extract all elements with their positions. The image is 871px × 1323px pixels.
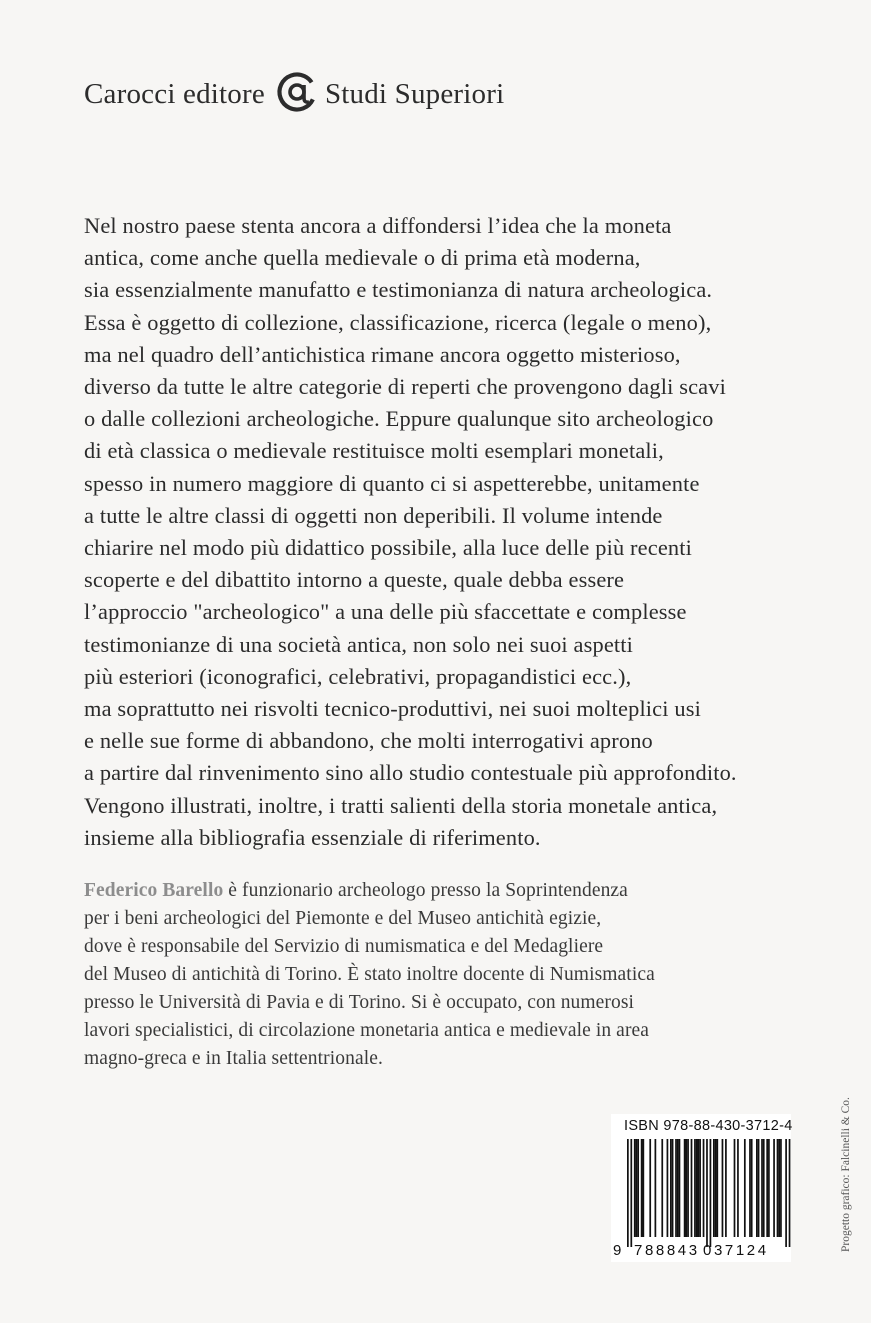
barcode-bar: [761, 1139, 763, 1237]
barcode-bar: [675, 1139, 677, 1237]
barcode-bar: [716, 1139, 718, 1237]
barcode-bar: [679, 1139, 681, 1237]
publisher-header: [84, 72, 504, 116]
barcode-right-digits: 037124: [703, 1242, 769, 1259]
barcode-bar: [725, 1139, 727, 1237]
author-bio-line: magno-greca e in Italia settentrionale.: [84, 1048, 383, 1069]
barcode-bar: [777, 1139, 779, 1237]
description-line: insieme alla bibliografia essenziale di riferimento.: [84, 824, 541, 850]
barcode-bar: [699, 1139, 701, 1237]
author-bio-first-line: [84, 877, 804, 905]
description-line: sia essenzialmente manufatto e testimonianza di natura archeologica.: [84, 277, 713, 303]
author-bio-line: presso le Università di Pavia e di Torino. Si è occupato, con numerosi: [84, 992, 635, 1013]
barcode-bar: [737, 1139, 739, 1237]
barcode-bar: [773, 1139, 775, 1237]
barcode-first-digit: 9: [613, 1242, 624, 1259]
barcode-bar: [637, 1139, 639, 1237]
description-line: o dalle collezioni archeologiche. Eppure qualunque sito archeologico: [84, 406, 714, 432]
barcode-bar: [778, 1139, 780, 1237]
author-bio-line: per i beni archeologici del Piemonte e del Museo antichità egizie,: [84, 908, 602, 929]
barcode-bar: [758, 1139, 760, 1237]
author-name: Federico Barello: [84, 880, 224, 901]
barcode-guard-bar: [710, 1139, 712, 1247]
barcode-bar: [751, 1139, 753, 1237]
barcode-bar: [684, 1139, 686, 1237]
barcode-left-digits: 788843: [634, 1242, 700, 1259]
barcode-bar: [685, 1139, 687, 1237]
design-credit: Progetto grafico: Falcinelli & Co.: [840, 1097, 852, 1252]
barcode-bar: [655, 1139, 657, 1237]
barcode-bar: [696, 1139, 698, 1237]
barcode-bar: [703, 1139, 705, 1237]
barcode-bar: [734, 1139, 736, 1237]
description-line: Vengono illustrati, inoltre, i tratti salienti della storia monetale antica,: [84, 792, 718, 818]
description-line: diverso da tutte le altre categorie di reperti che provengono dagli scavi: [84, 374, 726, 400]
barcode-bar: [634, 1139, 636, 1237]
barcode-bar: [722, 1139, 724, 1237]
description-line: Essa è oggetto di collezione, classificazione, ricerca (legale o meno),: [84, 309, 712, 335]
barcode: [611, 1137, 791, 1252]
description-line: antica, come anche quella medievale o di prima età moderna,: [84, 245, 641, 271]
author-bio-line: lavori specialistici, di circolazione monetaria antica e medievale in area: [84, 1020, 650, 1041]
series-name: Studi Superiori: [324, 77, 505, 110]
barcode-bar: [670, 1139, 672, 1237]
description-line: ma nel quadro dell’antichistica rimane ancora oggetto misterioso,: [84, 341, 681, 367]
barcode-bar: [768, 1139, 770, 1237]
description-line: l’approccio "archeologico" a una delle più sfaccettate e complesse: [84, 599, 687, 625]
description-line: spesso in numero maggiore di quanto ci si aspetterebbe, unitamente: [84, 470, 700, 496]
barcode-bar: [642, 1139, 644, 1237]
author-bio-line: dove è responsabile del Servizio di numismatica e del Medagliere: [84, 936, 604, 957]
barcode-guard-bar: [630, 1139, 632, 1247]
barcode-bar: [780, 1139, 782, 1237]
description-line: a tutte le altre classi di oggetti non deperibili. Il volume intende: [84, 502, 663, 528]
barcode-bar: [667, 1139, 669, 1237]
author-bio: [84, 877, 804, 1073]
barcode-bar: [636, 1139, 638, 1237]
barcode-bar: [641, 1139, 643, 1237]
description-line: testimonianze di una società antica, non solo nei suoi aspetti: [84, 631, 634, 657]
description-line: scoperte e del dibattito intorno a queste, quale debba essere: [84, 567, 625, 593]
book-description: [84, 210, 804, 854]
description-line: di età classica o medievale restituisce molti esemplari monetali,: [84, 438, 664, 464]
barcode-guard-bar: [785, 1139, 787, 1247]
barcode-bar: [698, 1139, 700, 1237]
barcode-bar: [763, 1139, 765, 1237]
author-bio-line-rest: è funzionario archeologo presso la Soprintendenza: [223, 880, 628, 901]
barcode-bar: [687, 1139, 689, 1237]
barcode-bar: [749, 1139, 751, 1237]
barcode-bar: [694, 1139, 696, 1237]
barcode-bar: [677, 1139, 679, 1237]
barcode-bar: [715, 1139, 717, 1237]
barcode-bar: [661, 1139, 663, 1237]
description-line: chiarire nel modo più didattico possibile, alla luce delle più recenti: [84, 535, 693, 561]
at-sign-logo-icon: [275, 70, 319, 114]
barcode-guard-bar: [706, 1139, 708, 1247]
publisher-name: Carocci editore: [84, 77, 265, 110]
description-line: Nel nostro paese stenta ancora a diffondersi l’idea che la moneta: [84, 213, 672, 238]
barcode-bar: [766, 1139, 768, 1237]
barcode-guard-bar: [789, 1139, 791, 1247]
barcode-guard-bar: [627, 1139, 629, 1247]
description-line: più esteriori (iconografici, celebrativi, propagandistici ecc.),: [84, 663, 632, 689]
author-bio-line: del Museo di antichità di Torino. È stato inoltre docente di Numismatica: [84, 964, 655, 985]
barcode-bar: [649, 1139, 651, 1237]
barcode-bar: [672, 1139, 674, 1237]
barcode-bar: [691, 1139, 693, 1237]
isbn-label: ISBN 978-88-430-3712-4: [624, 1118, 793, 1134]
description-line: e nelle sue forme di abbandono, che molti interrogativi aprono: [84, 728, 653, 754]
barcode-bar: [744, 1139, 746, 1237]
description-line: ma soprattutto nei risvolti tecnico-produttivi, nei suoi molteplici usi: [84, 696, 701, 722]
barcode-bar: [713, 1139, 715, 1237]
description-line: a partire dal rinvenimento sino allo studio contestuale più approfondito.: [84, 760, 737, 786]
barcode-bar: [756, 1139, 758, 1237]
